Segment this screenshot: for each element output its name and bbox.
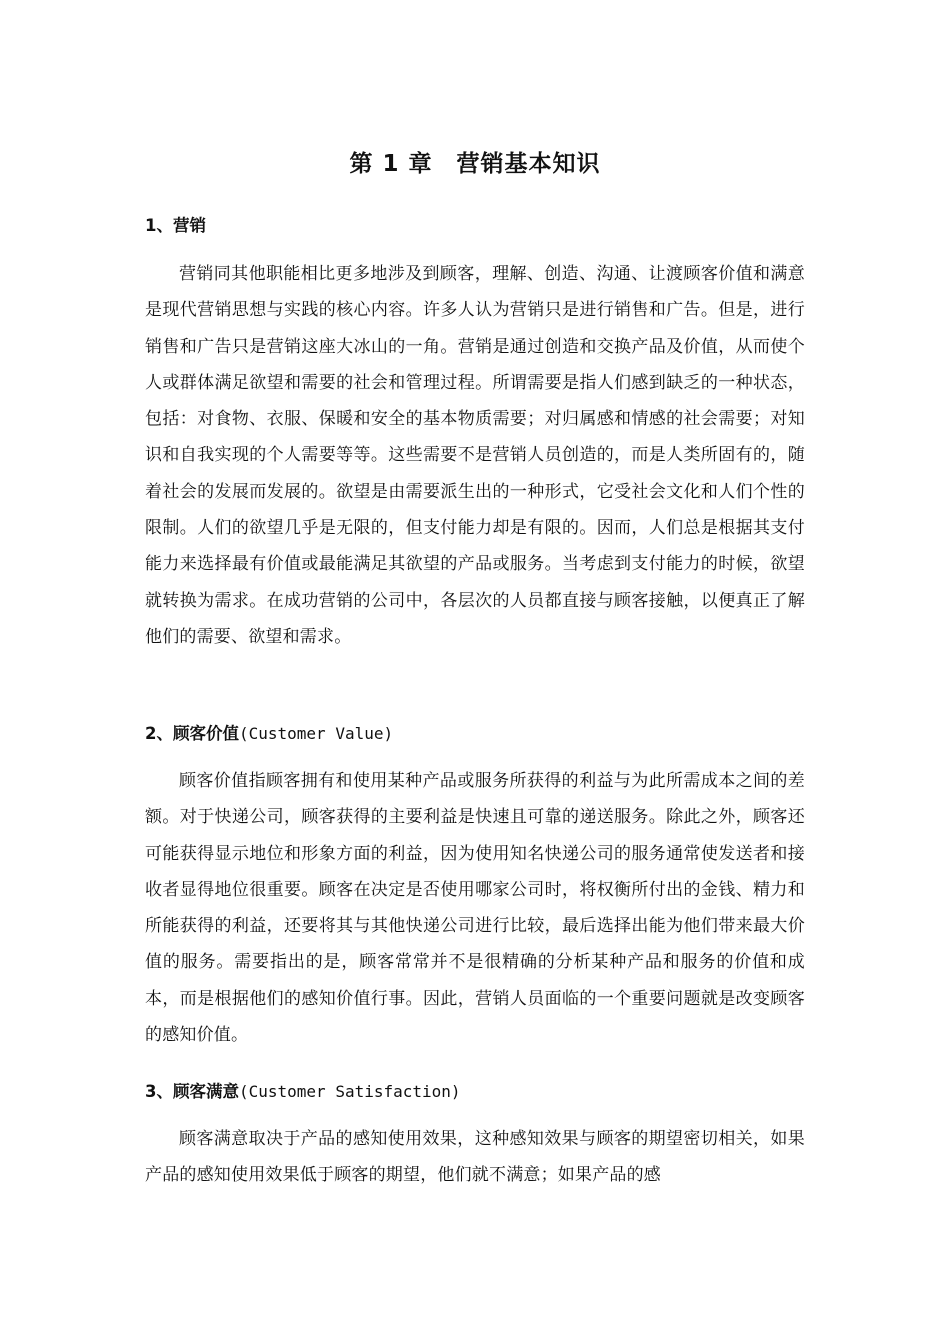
section-2-heading <box>145 722 805 746</box>
section-3-heading-text: 3、顾客满意 <box>145 1082 239 1101</box>
section-1-heading-text: 1、营销 <box>145 216 206 235</box>
section-1-body <box>145 256 805 655</box>
section-2-heading-text: 2、顾客价值 <box>145 724 239 743</box>
section-3-body <box>145 1121 805 1194</box>
section-3-paragraph: 顾客满意取决于产品的感知使用效果，这种感知效果与顾客的期望密切相关，如果产品的感知使用效果低于顾客的期望，他们就不满意；如果产品的感 <box>145 1129 805 1186</box>
section-2-body <box>145 763 805 1053</box>
section-1-heading <box>145 214 805 238</box>
chapter-title: 第 1 章 营销基本知识 <box>349 151 601 177</box>
section-3-heading-en: (Customer Satisfaction) <box>238 1082 461 1101</box>
section-1-paragraph: 营销同其他职能相比更多地涉及到顾客，理解、创造、沟通、让渡顾客价值和满意是现代营销思想与实践的核心内容。许多人认为营销只是进行销售和广告。但是，进行销售和广告只是营销这座大冰山的一角。营销是通过创造和交换产品及价值，从而使个人或群体满足欲望和需要的社会和管理过程。所谓需要是指人们感到缺乏的一种状态，包括：对食物、衣服、保暖和安全的基本物质需要；对归属感和情感的社会需要；对知识和自我实现的个人需要等等。这些需要不是营销人员创造的，而是人类所固有的，随着社会的发展而发展的。欲望是由需要派生出的一种形式，它受社会文化和人们个性的限制。人们的欲望几乎是无限的，但支付能力却是有限的。因而，人们总是根据其支付能力来选择最有价值或最能满足其欲望的产品或服务。当考虑到支付能力的时候，欲望就转换为需求。在成功营销的公司中，各层次的人员都直接与顾客接触，以便真正了解他们的需要、欲望和需求。 <box>145 264 805 647</box>
section-3-heading <box>145 1080 805 1104</box>
section-2-heading-en: (Customer Value) <box>238 724 394 743</box>
section-2-paragraph: 顾客价值指顾客拥有和使用某种产品或服务所获得的利益与为此所需成本之间的差额。对于快递公司，顾客获得的主要利益是快速且可靠的递送服务。除此之外，顾客还可能获得显示地位和形象方面的利益，因为使用知名快递公司的服务通常使发送者和接收者显得地位很重要。顾客在决定是否使用哪家公司时，将权衡所付出的金钱、精力和所能获得的利益，还要将其与其他快递公司进行比较，最后选择出能为他们带来最大价值的服务。需要指出的是，顾客常常并不是很精确的分析某种产品和服务的价值和成本，而是根据他们的感知价值行事。因此，营销人员面临的一个重要问题就是改变顾客的感知价值。 <box>145 771 805 1046</box>
